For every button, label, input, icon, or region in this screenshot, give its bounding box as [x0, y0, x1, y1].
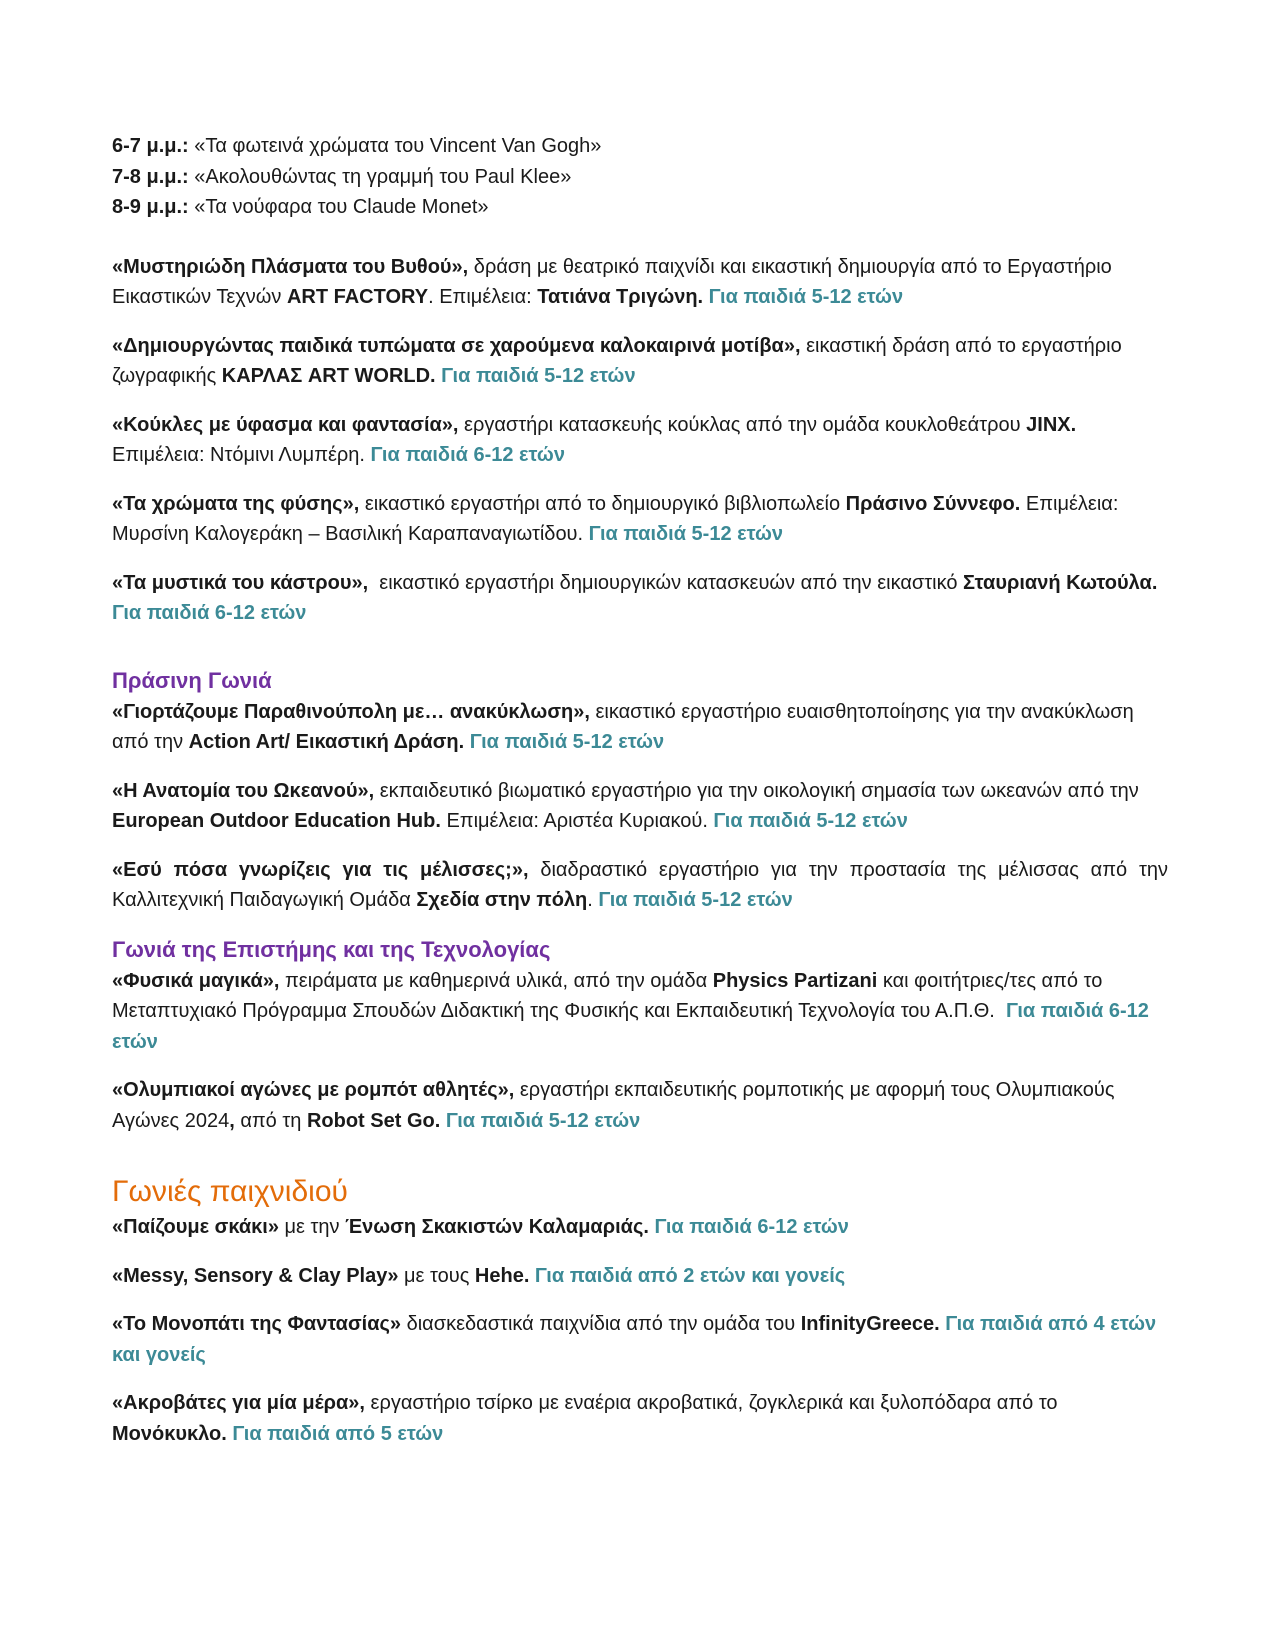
- bold-text: Hehe.: [474, 1264, 530, 1287]
- schedule-time: 8-9 μ.μ.:: [112, 196, 189, 218]
- age-range: Για παιδιά από 4 ετών και γονείς: [112, 1313, 1162, 1366]
- schedule-title: «Τα νούφαρα του Claude Monet»: [188, 196, 489, 218]
- event-entry: [112, 1388, 1168, 1449]
- bold-text: ,: [229, 1109, 235, 1132]
- age-range: Για παιδιά 6-12 ετών: [112, 1000, 1155, 1053]
- event-entry: [112, 966, 1168, 1058]
- body-text: εκπαιδευτικό βιωματικό εργαστήριο για την οικολογική σημασία των ωκεανών από την: [374, 779, 1145, 802]
- body-text: .: [587, 889, 593, 911]
- body-text: πειράματα με καθημερινά υλικά, από την ομάδα: [279, 969, 713, 992]
- event-entry: [112, 410, 1168, 471]
- body-text: Επιμέλεια: Ντόμινι Λυμπέρη.: [112, 413, 1082, 466]
- event-entry: [112, 1212, 1168, 1243]
- event-entry: [112, 1309, 1168, 1370]
- body-text: . Επιμέλεια:: [428, 286, 538, 308]
- body-text: με τους: [398, 1264, 475, 1287]
- age-range: Για παιδιά 6-12 ετών: [364, 444, 565, 466]
- bold-text: «Δημιουργώντας παιδικά τυπώματα σε χαρούμενα καλοκαιρινά μοτίβα»,: [112, 334, 801, 357]
- bold-text: «Messy, Sensory & Clay Play»: [112, 1264, 399, 1287]
- event-entry: [112, 776, 1168, 837]
- body-text: εργαστήρι κατασκευής κούκλας από την ομάδα κουκλοθεάτρου: [458, 413, 1027, 436]
- age-range: Για παιδιά 5-12 ετών: [703, 286, 904, 308]
- schedule-item: [112, 192, 1168, 223]
- body-text: και φοιτήτριες/τες από το Μεταπτυχιακό Πρόγραμμα Σπουδών Διδακτική της Φυσικής και Εκπαιδευτική Τεχνολογία του Α.Π.Θ.: [112, 969, 1108, 1022]
- page-content: [112, 131, 1174, 1467]
- body-text: δράση με θεατρικό παιχνίδι και εικαστική δημιουργία από το Εργαστήριο Εικαστικών Τεχνών: [112, 255, 1118, 308]
- play-corners-heading: Γωνιές παιχνιδιού: [112, 1175, 348, 1208]
- schedule-title: «Τα φωτεινά χρώματα του Vincent Van Gogh»: [188, 135, 602, 157]
- age-range: Για παιδιά 6-12 ετών: [648, 1216, 849, 1238]
- schedule-time: 6-7 μ.μ.:: [112, 135, 189, 157]
- body-text: από τη: [234, 1109, 307, 1132]
- body-text: Επιμέλεια: Μυρσίνη Καλογεράκη – Βασιλική Καραπαναγιωτίδου.: [112, 492, 1124, 545]
- age-range: Για παιδιά 5-12 ετών: [440, 1109, 641, 1132]
- schedule-time: 7-8 μ.μ.:: [112, 165, 189, 188]
- science-corner-list: [112, 966, 1168, 1137]
- bold-text: «Φυσικά μαγικά»,: [112, 969, 280, 992]
- bold-text: Ένωση Σκακιστών Καλαμαριάς.: [345, 1216, 649, 1238]
- bold-text: «Γιορτάζουμε Παραθινούπολη με… ανακύκλωση»,: [112, 700, 590, 723]
- schedule-list: [112, 131, 1168, 223]
- body-text: εργαστήριο τσίρκο με εναέρια ακροβατικά, ζογκλερικά και ξυλοπόδαρα από το: [364, 1392, 1064, 1414]
- body-text: Επιμέλεια: Αριστέα Κυριακού.: [440, 810, 708, 832]
- age-range: Για παιδιά από 5 ετών: [226, 1422, 444, 1445]
- bold-text: «Τα χρώματα της φύσης»,: [112, 492, 360, 515]
- event-entry: [112, 252, 1168, 313]
- play-corners-list: [112, 1212, 1168, 1449]
- age-range: Για παιδιά 6-12 ετών: [112, 571, 1163, 624]
- bold-text: JINX.: [1026, 413, 1077, 436]
- bold-text: ΚΑΡΛΑΣ ART WORLD.: [221, 365, 436, 387]
- green-corner-list: [112, 697, 1174, 916]
- bold-text: «Ολυμπιακοί αγώνες με ρομπότ αθλητές»,: [112, 1079, 515, 1101]
- bold-text: Μονόκυκλο.: [112, 1422, 227, 1445]
- bold-text: Physics Partizani: [712, 969, 878, 992]
- bold-text: «Τα μυστικά του κάστρου»,: [112, 571, 369, 594]
- bold-text: InfinityGreece.: [800, 1313, 940, 1335]
- bold-text: «Εσύ πόσα γνωρίζεις για τις μέλισσες;»,: [112, 858, 529, 881]
- bold-text: Τατιάνα Τριγώνη.: [537, 286, 704, 308]
- science-corner-heading: Γωνιά της Επιστήμης και της Τεχνολογίας: [112, 936, 551, 962]
- bold-text: Robot Set Go.: [306, 1109, 441, 1132]
- bold-text: «Η Ανατομία του Ωκεανού»,: [112, 779, 375, 802]
- body-text: διαδραστικό εργαστήριο για την προστασία της μέλισσας από την Καλλιτεχνική Παιδαγωγική Ομάδα: [112, 858, 1174, 911]
- event-entry: [112, 855, 1174, 916]
- body-text: διασκεδαστικά παιχνίδια από την ομάδα του: [401, 1313, 801, 1335]
- body-text: με την: [278, 1216, 346, 1238]
- schedule-title: «Ακολουθώντας τη γραμμή του Paul Klee»: [188, 165, 572, 188]
- schedule-item: [112, 131, 1168, 162]
- body-text: εικαστικό εργαστήρι δημιουργικών κατασκευών από την εικαστικό: [368, 571, 964, 594]
- bold-text: «Παίζουμε σκάκι»: [112, 1216, 279, 1238]
- age-range: Για παιδιά 5-12 ετών: [464, 731, 665, 753]
- bold-text: «Κούκλες με ύφασμα και φαντασία»,: [112, 413, 459, 436]
- bold-text: European Outdoor Education Hub.: [112, 810, 441, 832]
- age-range: Για παιδιά 5-12 ετών: [435, 365, 636, 387]
- age-range: Για παιδιά 5-12 ετών: [583, 523, 784, 545]
- body-text: εργαστήρι εκπαιδευτικής ρομποτικής με αφορμή τους Ολυμπιακούς Αγώνες 2024: [112, 1079, 1119, 1132]
- workshop-list: [112, 252, 1168, 629]
- event-entry: [112, 1261, 1168, 1292]
- green-corner-heading: Πράσινη Γωνιά: [112, 667, 272, 693]
- event-entry: [112, 331, 1168, 392]
- age-range: Για παιδιά 5-12 ετών: [592, 889, 793, 911]
- age-range: Για παιδιά από 2 ετών και γονείς: [529, 1264, 846, 1287]
- event-entry: [112, 489, 1168, 550]
- event-entry: [112, 1075, 1168, 1136]
- bold-text: Πράσινο Σύννεφο.: [845, 492, 1021, 515]
- body-text: εικαστικό εργαστήριο ευαισθητοποίησης για την ανακύκλωση από την: [112, 700, 1140, 753]
- bold-text: Σχεδία στην πόλη: [416, 889, 588, 911]
- body-text: εικαστικό εργαστήρι από το δημιουργικό βιβλιοπωλείο: [359, 492, 846, 515]
- bold-text: ART FACTORY: [286, 286, 429, 308]
- bold-text: «Μυστηριώδη Πλάσματα του Βυθού»,: [112, 255, 469, 278]
- body-text: εικαστική δράση από το εργαστήριο ζωγραφικής: [112, 334, 1128, 387]
- bold-text: Σταυριανή Κωτούλα.: [963, 571, 1158, 594]
- age-range: Για παιδιά 5-12 ετών: [707, 810, 908, 832]
- event-entry: [112, 697, 1168, 758]
- event-entry: [112, 568, 1168, 629]
- schedule-item: [112, 162, 1168, 193]
- bold-text: «Ακροβάτες για μία μέρα»,: [112, 1392, 365, 1414]
- bold-text: Action Art/ Εικαστική Δράση.: [188, 731, 465, 753]
- bold-text: «Το Μονοπάτι της Φαντασίας»: [112, 1313, 402, 1335]
